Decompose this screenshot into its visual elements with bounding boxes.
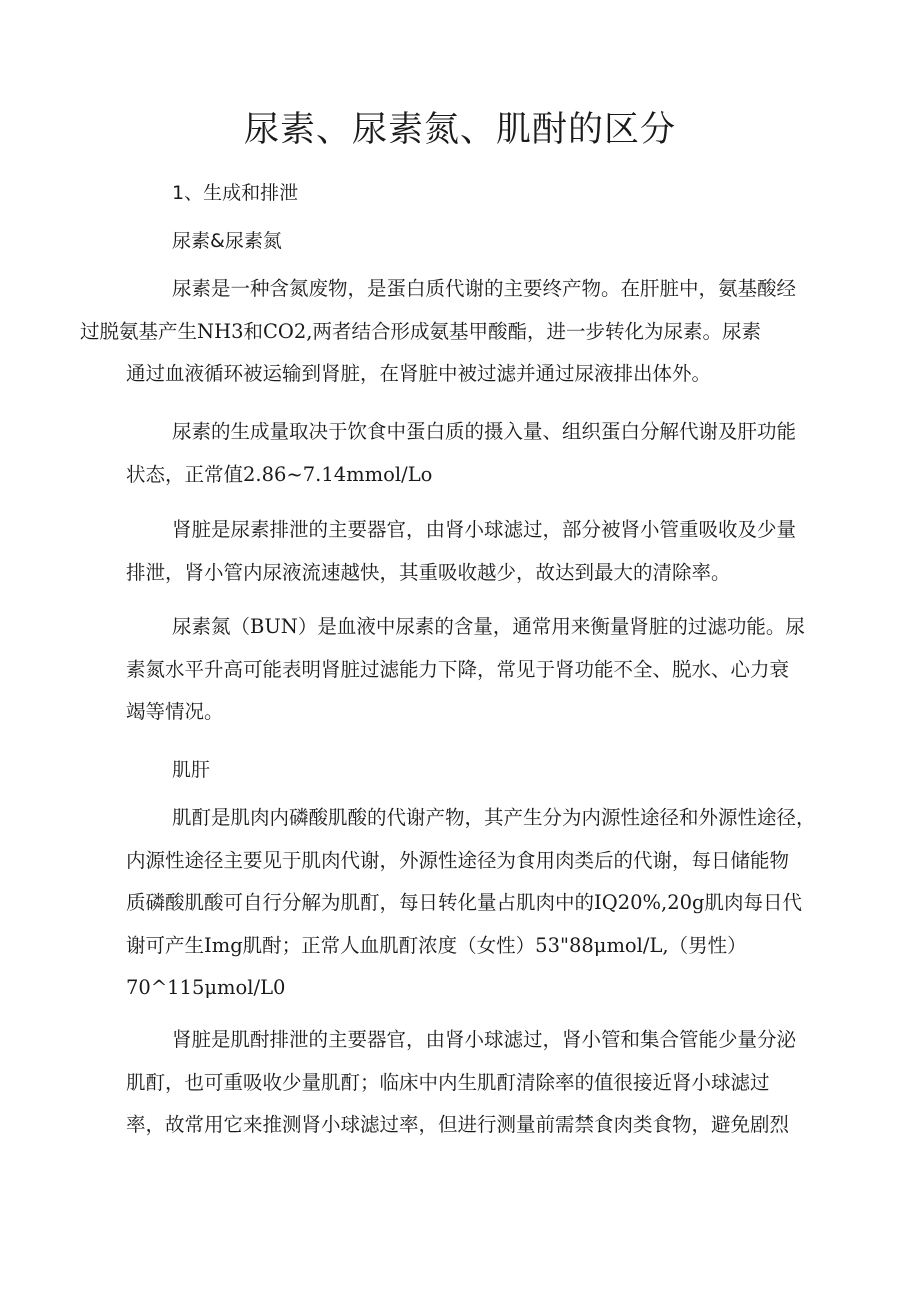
- text-line: 谢可产生Img肌酎；正常人血肌酊浓度（女性）53"88μmol/L,（男性）: [126, 933, 747, 957]
- paragraph-urea-production: [126, 411, 826, 496]
- text-line: 过脱氨基产生NH3和CO2,两者结合形成氨基甲酸酯，进一步转化为尿素。尿素: [80, 319, 761, 343]
- text-line: 竭等情况。: [126, 700, 224, 723]
- text-line: 尿素是一种含氮废物，是蛋白质代谢的主要终产物。在肝脏中，氨基酸经: [172, 277, 797, 300]
- sub-heading-creatinine: 肌肝: [172, 759, 211, 781]
- section-heading-generation-excretion: 1、生成和排泄: [172, 182, 299, 204]
- text-line: 尿素氮（BUN）是血液中尿素的含量，通常用来衡量肾脏的过滤功能。尿: [172, 615, 805, 638]
- document-title: 尿素、尿素氮、肌酎的区分: [243, 110, 676, 150]
- paragraph-creatinine-definition: [126, 797, 826, 1010]
- text-line: 肾脏是肌酎排泄的主要器官，由肾小球滤过，肾小管和集合管能少量分泌: [172, 1028, 797, 1051]
- sub-heading-urea: 尿素&尿素氮: [172, 230, 282, 252]
- paragraph-creatinine-excretion: [126, 1019, 826, 1147]
- paragraph-bun: [126, 606, 826, 734]
- text-line: 尿素的生成量取决于饮食中蛋白质的摄入量、组织蛋白分解代谢及肝功能: [172, 420, 797, 443]
- text-line: 肌酊是肌肉内磷酸肌酸的代谢产物，其产生分为内源性途径和外源性途径，: [172, 806, 816, 829]
- text-line: 通过血液循环被运输到肾脏，在肾脏中被过滤并通过尿液排出体外。: [126, 362, 712, 385]
- text-line: 内源性途径主要见于肌肉代谢，外源性途径为食用肉类后的代谢，每日储能物: [126, 848, 790, 872]
- paragraph-urea-definition: [80, 268, 826, 396]
- text-line: 质磷酸肌酸可自行分解为肌酊，每日转化量占肌肉中的IQ20%,20g肌肉每日代: [126, 891, 803, 914]
- text-line: 率，故常用它来推测肾小球滤过率，但进行测量前需禁食肉类食物，避免剧烈: [126, 1113, 790, 1136]
- paragraph-urea-excretion: [126, 509, 826, 594]
- text-line: 70^115μmol/L0: [126, 976, 286, 999]
- text-line: 状态，正常值2.86~7.14mmol/Lo: [126, 462, 433, 486]
- text-line: 肌酊，也可重吸收少量肌酊；临床中内生肌酊清除率的值很接近肾小球滤过: [126, 1070, 770, 1094]
- text-line: 素氮水平升高可能表明肾脏过滤能力下降，常见于肾功能不全、脱水、心力衰: [126, 657, 790, 681]
- text-line: 排泄，肾小管内尿液流速越快，其重吸收越少，故达到最大的清除率。: [126, 560, 731, 584]
- text-line: 肾脏是尿素排泄的主要器官，由肾小球滤过，部分被肾小管重吸收及少量: [172, 518, 797, 541]
